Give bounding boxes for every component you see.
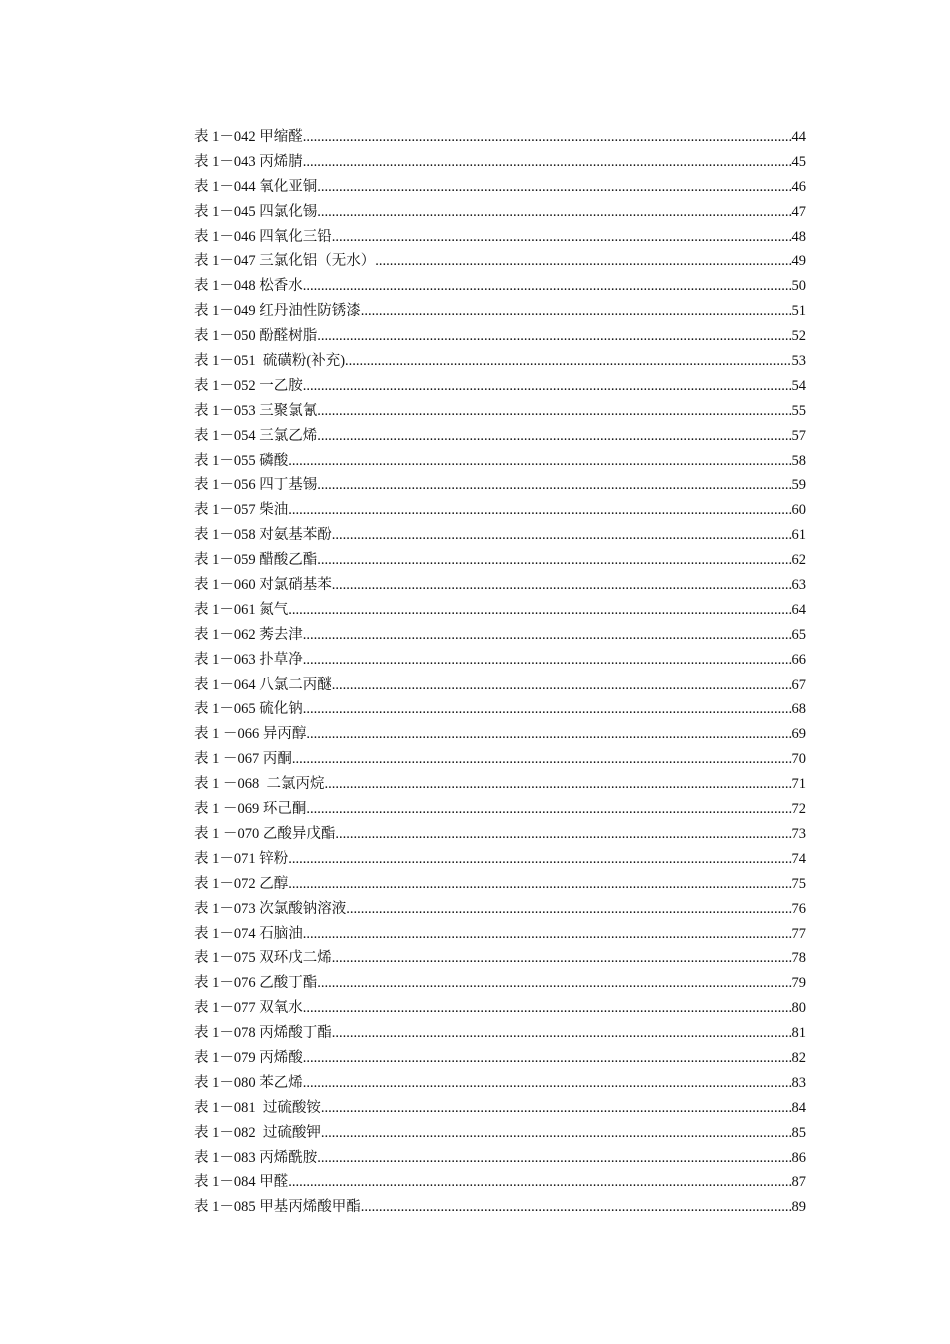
toc-dot-leader [346,897,791,922]
toc-entry[interactable] [194,1170,806,1195]
toc-entry-title: 表 1－045 四氯化锡 [194,203,318,220]
toc-entry-title: 表 1－058 对氨基苯酚 [194,527,332,544]
toc-dot-leader [361,299,792,324]
toc-entry[interactable] [194,1021,806,1046]
toc-entry-page-number: 44 [791,129,806,145]
toc-entry[interactable] [194,648,806,673]
toc-entry-title: 表 1－076 乙酸丁酯 [194,975,318,992]
toc-entry[interactable] [194,498,806,523]
toc-dot-leader [317,399,791,424]
toc-entry-page-number: 68 [791,701,806,718]
toc-entry[interactable] [194,299,806,324]
toc-entry-page-number: 72 [791,801,806,818]
toc-entry-page-number: 45 [791,153,806,170]
toc-entry-page-number: 54 [791,377,806,394]
toc-dot-leader [317,175,791,200]
toc-entry-title: 表 1－056 四丁基锡 [194,477,318,494]
toc-dot-leader [303,697,792,722]
toc-dot-leader [332,225,792,250]
toc-dot-leader [306,722,791,747]
toc-entry-page-number: 46 [791,178,806,195]
toc-dot-leader [332,523,792,548]
toc-entry-title: 表 1－051 硫磺粉(补充) [194,353,346,370]
toc-dot-leader [303,623,792,648]
toc-entry-title: 表 1－075 双环戊二烯 [194,950,332,967]
toc-dot-leader [332,946,792,971]
toc-entry-page-number: 71 [791,776,806,793]
toc-entry[interactable] [194,673,806,698]
toc-dot-leader [288,872,791,897]
toc-entry-page-number: 82 [791,1049,806,1066]
toc-entry-page-number: 74 [791,850,806,867]
toc-entry[interactable] [194,922,806,947]
toc-entry-title: 表 1－080 苯乙烯 [194,1074,303,1091]
toc-dot-leader [303,274,792,299]
toc-dot-leader [303,374,792,399]
toc-entry[interactable] [194,598,806,623]
toc-entry-title: 表 1－044 氧化亚铜 [194,178,318,195]
toc-entry-page-number: 48 [791,228,806,245]
toc-entry[interactable] [194,872,806,897]
toc-dot-leader [288,1170,791,1195]
toc-entry-page-number: 89 [791,1199,806,1216]
toc-entry-page-number: 67 [791,676,806,693]
toc-entry-page-number: 60 [791,502,806,519]
toc-entry-title: 表 1－061 氮气 [194,601,289,618]
toc-entry-page-number: 80 [791,1000,806,1017]
toc-entry[interactable] [194,822,806,847]
toc-entry-title: 表 1－083 丙烯酰胺 [194,1149,318,1166]
toc-entry-page-number: 58 [791,452,806,469]
toc-entry[interactable] [194,971,806,996]
toc-dot-leader [288,498,791,523]
toc-entry[interactable] [194,1096,806,1121]
toc-entry-page-number: 79 [791,975,806,992]
toc-entry-title: 表 1 －070 乙酸异戊酯 [194,825,336,842]
toc-entry[interactable] [194,996,806,1021]
toc-entry-page-number: 63 [791,577,806,594]
toc-entry-page-number: 66 [791,651,806,668]
toc-entry-title: 表 1－062 莠去津 [194,626,303,643]
toc-entry[interactable] [194,125,806,150]
toc-entry-title: 表 1－065 硫化钠 [194,701,303,718]
toc-dot-leader [288,598,791,623]
toc-dot-leader [303,1071,792,1096]
toc-dot-leader [303,150,792,175]
toc-entry-page-number: 69 [791,726,806,743]
toc-entry-title: 表 1－046 四氧化三铅 [194,228,332,245]
toc-dot-leader [303,922,792,947]
toc-dot-leader [317,548,791,573]
toc-entry-page-number: 55 [791,402,806,419]
toc-dot-leader [292,747,792,772]
toc-dot-leader [332,573,792,598]
toc-entry[interactable] [194,1071,806,1096]
toc-entry[interactable] [194,1046,806,1071]
toc-entry-title: 表 1－060 对氯硝基苯 [194,577,332,594]
toc-entry[interactable] [194,150,806,175]
toc-entry-title: 表 1－078 丙烯酸丁酯 [194,1025,332,1042]
toc-entry-page-number: 49 [791,253,806,270]
toc-entry-title: 表 1－055 磷酸 [194,452,289,469]
toc-entry[interactable] [194,399,806,424]
toc-entry-page-number: 85 [791,1124,806,1141]
toc-dot-leader [317,424,791,449]
table-of-contents [194,125,806,1220]
toc-entry-page-number: 84 [791,1099,806,1116]
toc-entry[interactable] [194,797,806,822]
toc-entry-title: 表 1－047 三氯化铝（无水） [194,253,376,270]
toc-entry[interactable] [194,324,806,349]
toc-dot-leader [317,971,791,996]
toc-entry-title: 表 1－063 扑草净 [194,651,303,668]
toc-entry-page-number: 78 [791,950,806,967]
toc-entry[interactable] [194,1195,806,1220]
toc-dot-leader [288,449,791,474]
toc-entry-page-number: 76 [791,900,806,917]
toc-entry-page-number: 65 [791,626,806,643]
toc-entry[interactable] [194,1121,806,1146]
toc-entry-title: 表 1－049 红丹油性防锈漆 [194,303,361,320]
toc-dot-leader [303,125,792,150]
toc-entry[interactable] [194,274,806,299]
toc-entry-page-number: 61 [791,527,806,544]
toc-dot-leader [321,1121,792,1146]
toc-entry-title: 表 1－071 锌粉 [194,850,289,867]
toc-dot-leader [306,797,791,822]
toc-entry-title: 表 1－048 松香水 [194,278,303,295]
toc-dot-leader [317,473,791,498]
toc-entry[interactable] [194,225,806,250]
toc-entry-title: 表 1－053 三聚氯氰 [194,402,318,419]
toc-entry[interactable] [194,946,806,971]
toc-entry-title: 表 1 －067 丙酮 [194,751,292,768]
toc-dot-leader [303,648,792,673]
toc-dot-leader [335,822,791,847]
toc-entry[interactable] [194,623,806,648]
toc-entry-page-number: 70 [791,751,806,768]
toc-dot-leader [345,349,791,374]
toc-entry-title: 表 1－084 甲醛 [194,1174,289,1191]
toc-entry[interactable] [194,548,806,573]
toc-entry[interactable] [194,473,806,498]
toc-entry-title: 表 1－043 丙烯腈 [194,153,303,170]
toc-entry-page-number: 86 [791,1149,806,1166]
toc-dot-leader [332,1021,792,1046]
toc-entry-page-number: 47 [791,203,806,220]
toc-entry[interactable] [194,175,806,200]
toc-entry-title: 表 1－072 乙醇 [194,875,289,892]
toc-entry-page-number: 73 [791,825,806,842]
toc-entry[interactable] [194,772,806,797]
toc-entry-title: 表 1－059 醋酸乙酯 [194,552,318,569]
toc-entry-page-number: 59 [791,477,806,494]
toc-entry[interactable] [194,847,806,872]
toc-dot-leader [361,1195,792,1220]
toc-entry[interactable] [194,249,806,274]
toc-entry-title: 表 1－064 八氯二丙醚 [194,676,332,693]
toc-entry-title: 表 1－050 酚醛树脂 [194,328,318,345]
toc-entry[interactable] [194,424,806,449]
toc-entry-page-number: 50 [791,278,806,295]
toc-entry-title: 表 1－057 柴油 [194,502,289,519]
toc-entry-title: 表 1－054 三氯乙烯 [194,427,318,444]
toc-entry-title: 表 1－082 过硫酸钾 [194,1124,321,1141]
toc-entry-title: 表 1－042 甲缩醛 [194,129,303,145]
toc-entry[interactable] [194,449,806,474]
toc-entry-page-number: 81 [791,1025,806,1042]
toc-entry[interactable] [194,722,806,747]
toc-dot-leader [317,200,791,225]
toc-entry-page-number: 53 [791,353,806,370]
toc-entry-page-number: 57 [791,427,806,444]
toc-entry-page-number: 77 [791,925,806,942]
toc-entry-page-number: 75 [791,875,806,892]
toc-entry-page-number: 62 [791,552,806,569]
toc-entry[interactable] [194,523,806,548]
toc-dot-leader [317,1146,791,1171]
toc-entry[interactable] [194,374,806,399]
toc-dot-leader [288,847,791,872]
toc-dot-leader [325,772,792,797]
toc-entry-title: 表 1－077 双氧水 [194,1000,303,1017]
toc-dot-leader [317,324,791,349]
toc-dot-leader [303,1046,792,1071]
toc-entry-title: 表 1 －069 环己酮 [194,801,307,818]
toc-entry[interactable] [194,200,806,225]
toc-dot-leader [303,996,792,1021]
toc-entry[interactable] [194,1146,806,1171]
toc-dot-leader [321,1096,792,1121]
toc-entry-page-number: 51 [791,303,806,320]
toc-entry-title: 表 1 －066 异丙醇 [194,726,307,743]
toc-entry[interactable] [194,747,806,772]
toc-entry-title: 表 1－074 石脑油 [194,925,303,942]
toc-entry[interactable] [194,349,806,374]
toc-entry-title: 表 1－073 次氯酸钠溶液 [194,900,347,917]
toc-entry-title: 表 1 －068 二氯丙烷 [194,776,325,793]
toc-entry-page-number: 83 [791,1074,806,1091]
toc-entry-page-number: 87 [791,1174,806,1191]
toc-dot-leader [375,249,791,274]
toc-dot-leader [332,673,792,698]
toc-entry-title: 表 1－081 过硫酸铵 [194,1099,321,1116]
toc-entry[interactable] [194,697,806,722]
toc-entry-title: 表 1－085 甲基丙烯酸甲酯 [194,1199,361,1216]
toc-entry[interactable] [194,573,806,598]
toc-entry[interactable] [194,897,806,922]
toc-entry-title: 表 1－052 一乙胺 [194,377,303,394]
toc-entry-title: 表 1－079 丙烯酸 [194,1049,303,1066]
toc-entry-page-number: 52 [791,328,806,345]
toc-entry-page-number: 64 [791,601,806,618]
